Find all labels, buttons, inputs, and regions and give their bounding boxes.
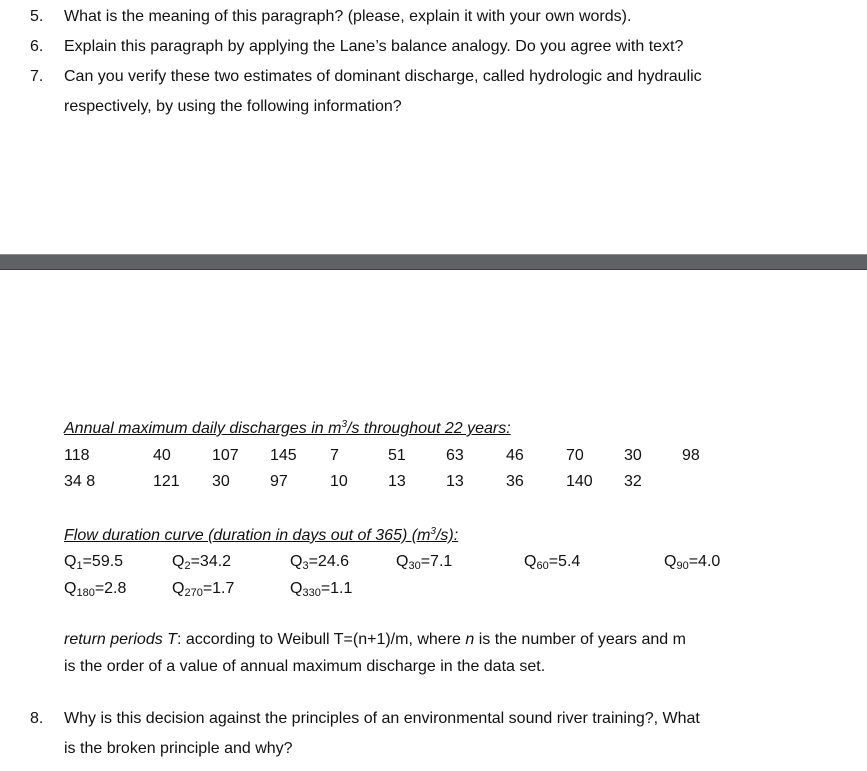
q5-text: What is the meaning of this paragraph? (please, explain it with your own words). [64, 8, 632, 25]
q8-line1: Why is this decision against the principles of an environmental sound river training?, What [64, 710, 700, 727]
annual-value: 70 [566, 447, 584, 464]
annual-value: 10 [330, 473, 348, 490]
q7-line2: respectively, by using the following information? [64, 98, 402, 115]
separator-band [0, 254, 867, 270]
flow-value-q1: $Q_1=59.5$ [64, 553, 124, 572]
annual-value: 30 [624, 447, 642, 464]
flow-value-q330: $Q_{330}=1.1$ [290, 580, 353, 599]
q7-line1: Can you verify these two estimates of dominant discharge, called hydrologic and hydraulic [64, 68, 702, 85]
annual-value: 34 8 [64, 473, 96, 490]
flow-value-q2: $Q_2=34.2$ [172, 553, 232, 572]
annual-value: 40 [153, 447, 171, 464]
annual-value: 36 [506, 473, 524, 490]
flow-value-q30: $Q_{30}=7.1$ [396, 553, 453, 572]
annual-value: 97 [270, 473, 288, 490]
q8-line2: is the broken principle and why? [64, 740, 293, 757]
q6-text: Explain this paragraph by applying the Lane’s balance analogy. Do you agree with text? [64, 38, 684, 55]
flow-value-q270: $Q_{270}=1.7$ [172, 580, 235, 599]
flow-value-q3: $Q_3=24.6$ [290, 553, 350, 572]
annual-max-heading: Annual maximum daily discharges in $m^3/s$ throughout 22 years: [64, 419, 511, 437]
annual-value: 107 [212, 447, 239, 464]
flow-duration-heading: Flow duration curve (duration in days out of 365) $(m^3/s)$: [64, 526, 459, 544]
q8-number: 8. [30, 710, 44, 727]
annual-value: 13 [446, 473, 464, 490]
q7-number: 7. [30, 68, 44, 85]
annual-value: 7 [330, 447, 339, 464]
return-periods-line1: return periods T: according to Weibull T=(n+1)/m, where n is the number of years and m [64, 631, 686, 648]
annual-value: 118 [64, 447, 90, 464]
annual-value: 51 [388, 447, 406, 464]
annual-value: 30 [212, 473, 230, 490]
return-periods-line2: is the order of a value of annual maximum discharge in the data set. [64, 658, 546, 675]
annual-value: 98 [682, 447, 700, 464]
flow-value-q60: $Q_{60}=5.4$ [524, 553, 581, 572]
annual-value: 145 [270, 447, 297, 464]
annual-value: 140 [566, 473, 593, 490]
annual-value: 46 [506, 447, 524, 464]
annual-value: 121 [153, 473, 180, 490]
annual-value: 63 [446, 447, 464, 464]
annual-value: 13 [388, 473, 406, 490]
q5-number: 5. [30, 8, 44, 25]
flow-value-q90: $Q_{90}=4.0$ [664, 553, 721, 572]
flow-value-q180: $Q_{180}=2.8$ [64, 580, 127, 599]
annual-value: 32 [624, 473, 642, 490]
q6-number: 6. [30, 38, 44, 55]
